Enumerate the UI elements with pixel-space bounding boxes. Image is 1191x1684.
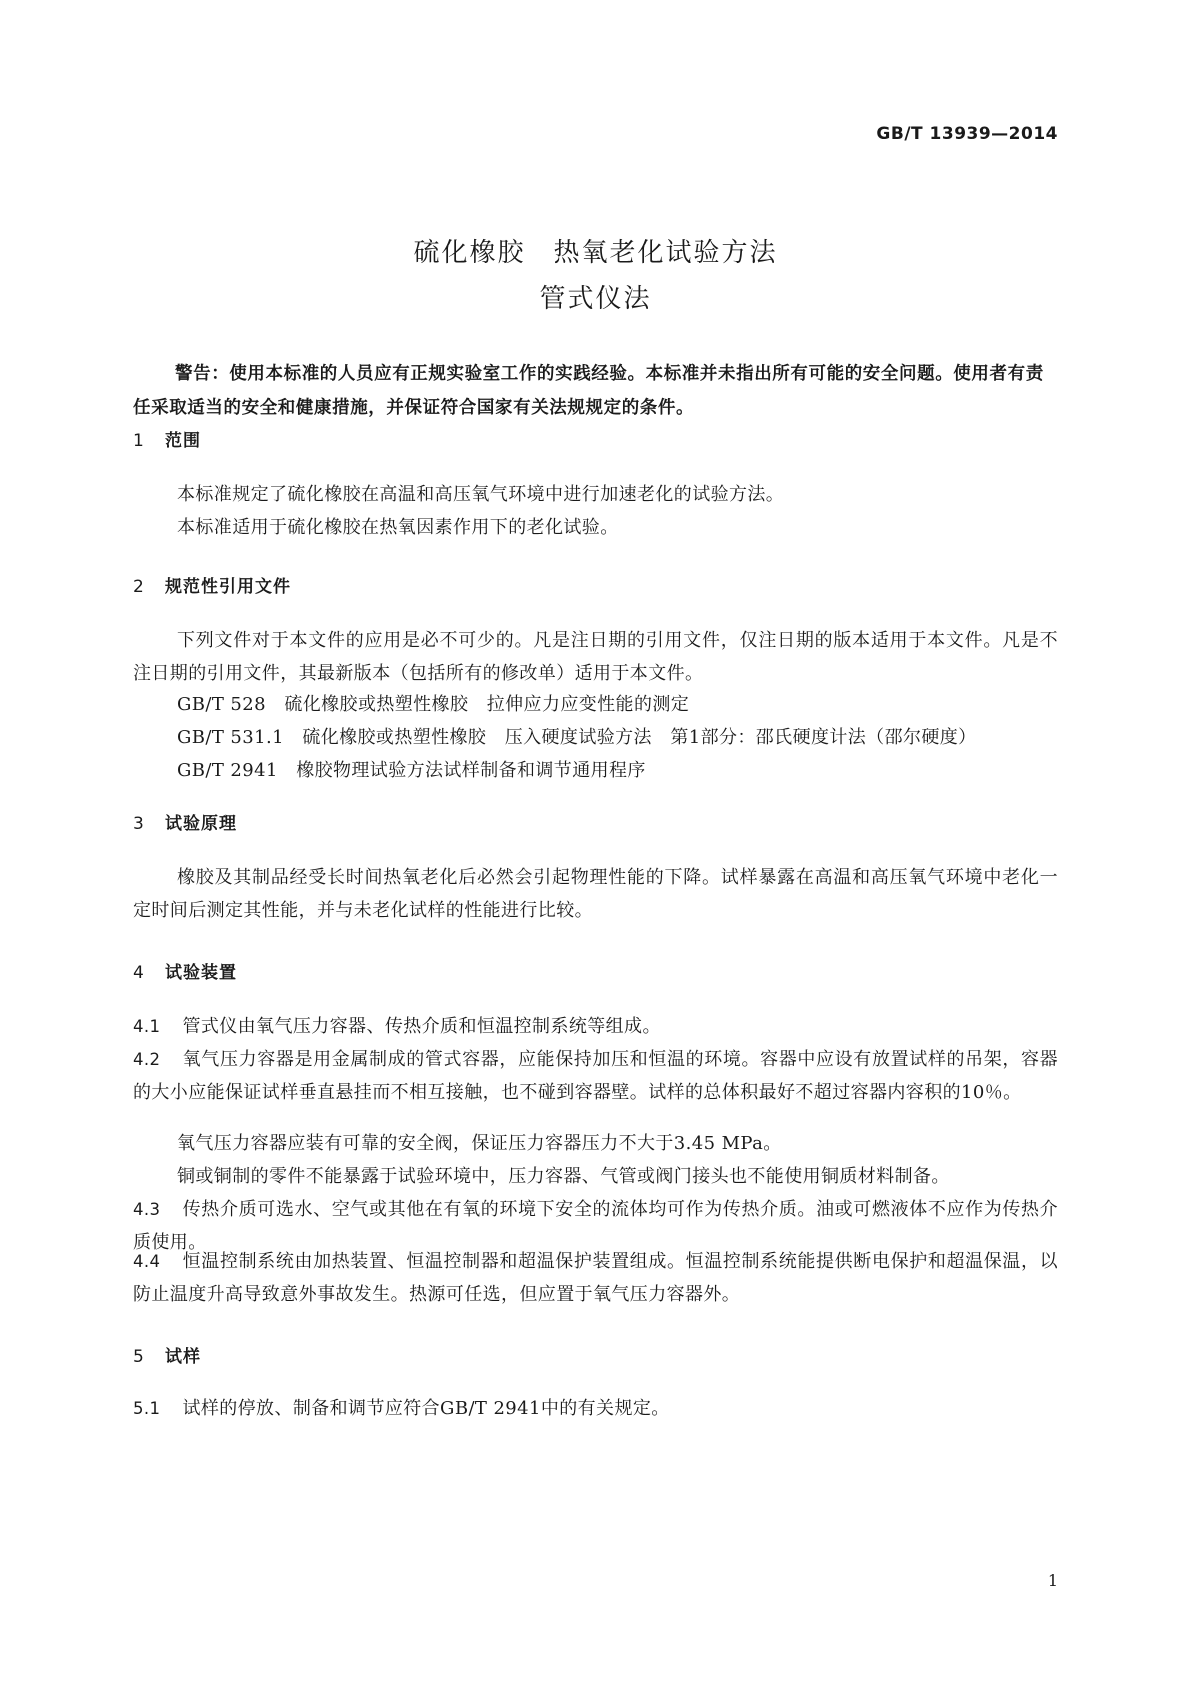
- document-title: 硫化橡胶 热氧老化试验方法: [413, 238, 778, 268]
- document-subtitle: 管式仪法: [539, 284, 652, 314]
- clause-4-2: [133, 1043, 1058, 1109]
- clause-number: 5.1: [133, 1399, 161, 1418]
- paragraph: 铜或铜制的零件不能暴露于试验环境中，压力容器、气管或阀门接头也不能使用铜质材料制备。: [177, 1166, 950, 1187]
- paragraph: 氧气压力容器应装有可靠的安全阀，保证压力容器压力不大于3.45 MPa。: [177, 1133, 782, 1154]
- section-title: 范围: [165, 431, 201, 451]
- clause-5-1: [133, 1392, 1058, 1425]
- paragraph: 本标准规定了硫化橡胶在高温和高压氧气环境中进行加速老化的试验方法。: [177, 484, 785, 505]
- clause-number: 4.2: [133, 1050, 161, 1069]
- clause-text: 试样的停放、制备和调节应符合GB/T 2941中的有关规定。: [182, 1398, 670, 1419]
- safety-warning: 警告：使用本标准的人员应有正规实验室工作的实践经验。本标准并未指出所有可能的安全问题。使用者有责任采取适当的安全和健康措施，并保证符合国家有关法规规定的条件。: [133, 364, 1044, 418]
- normative-reference: GB/T 2941 橡胶物理试验方法试样制备和调节通用程序: [177, 760, 646, 781]
- section-heading-3: [133, 809, 237, 834]
- clause-number: 4.3: [133, 1200, 161, 1219]
- section-number: 3: [133, 814, 145, 834]
- clause-4-1: [133, 1010, 1058, 1043]
- section-number: 1: [133, 431, 145, 451]
- section-title: 规范性引用文件: [165, 577, 291, 597]
- normative-reference: GB/T 528 硫化橡胶或热塑性橡胶 拉伸应力应变性能的测定: [177, 694, 690, 715]
- clause-text: 氧气压力容器是用金属制成的管式容器，应能保持加压和恒温的环境。容器中应设有放置试样的吊架，容器的大小应能保证试样垂直悬挂而不相互接触，也不碰到容器壁。试样的总体积最好不超过容器内容积的10％。: [133, 1049, 1058, 1103]
- paragraph: 本标准适用于硫化橡胶在热氧因素作用下的老化试验。: [177, 517, 619, 538]
- section-title: 试样: [165, 1347, 201, 1367]
- page-number: 1: [1047, 1571, 1058, 1590]
- clause-text: 传热介质可选水、空气或其他在有氧的环境下安全的流体均可作为传热介质。油或可燃液体不应作为传热介质使用。: [133, 1199, 1058, 1253]
- clause-text: 管式仪由氧气压力容器、传热介质和恒温控制系统等组成。: [182, 1016, 661, 1037]
- section-heading-5: [133, 1342, 201, 1367]
- section-heading-4: [133, 958, 237, 983]
- section-number: 4: [133, 963, 145, 983]
- clause-number: 4.1: [133, 1017, 161, 1036]
- paragraph: 下列文件对于本文件的应用是必不可少的。凡是注日期的引用文件，仅注日期的版本适用于本文件。凡是不注日期的引用文件，其最新版本（包括所有的修改单）适用于本文件。: [133, 630, 1058, 684]
- section-heading-2: [133, 572, 291, 597]
- normative-reference: GB/T 531.1 硫化橡胶或热塑性橡胶 压入硬度试验方法 第1部分：邵氏硬度计法（邵尔硬度）: [177, 727, 977, 748]
- standard-number: GB/T 13939—2014: [876, 124, 1058, 144]
- section-heading-1: [133, 426, 201, 451]
- section-title: 试验原理: [165, 814, 237, 834]
- section-title: 试验装置: [165, 963, 237, 983]
- clause-text: 恒温控制系统由加热装置、恒温控制器和超温保护装置组成。恒温控制系统能提供断电保护和超温保温，以防止温度升高导致意外事故发生。热源可任选，但应置于氧气压力容器外。: [133, 1251, 1058, 1305]
- paragraph: 橡胶及其制品经受长时间热氧老化后必然会引起物理性能的下降。试样暴露在高温和高压氧气环境中老化一定时间后测定其性能，并与未老化试样的性能进行比较。: [133, 867, 1058, 921]
- clause-number: 4.4: [133, 1252, 161, 1271]
- clause-4-4: [133, 1245, 1058, 1311]
- section-number: 2: [133, 577, 145, 597]
- section-number: 5: [133, 1347, 145, 1367]
